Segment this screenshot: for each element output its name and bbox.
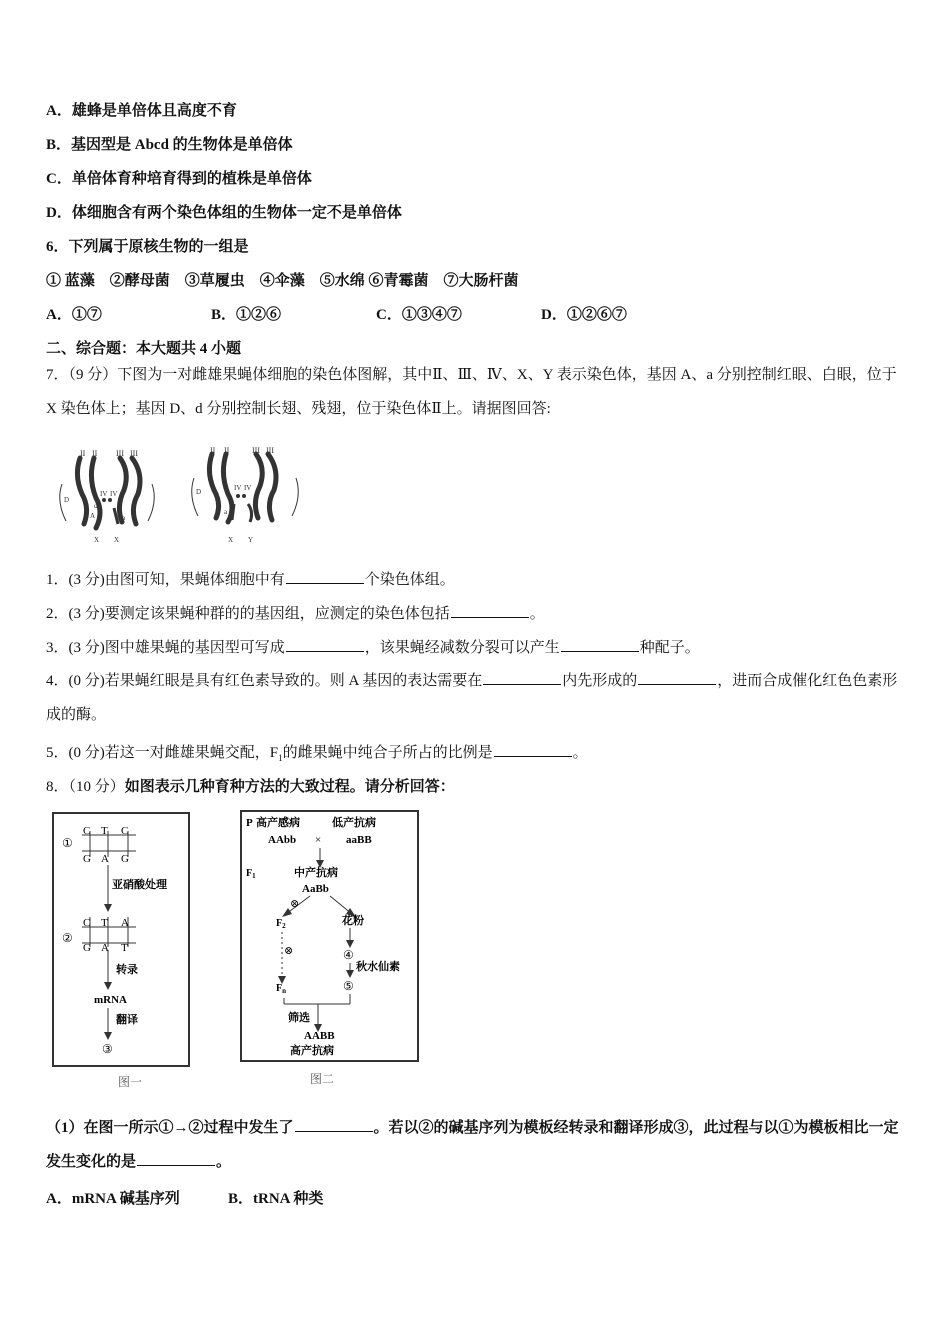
fly-label: D — [196, 488, 202, 496]
fly-label: X — [114, 536, 120, 544]
mark-circled-1: ① — [62, 836, 73, 850]
fly-label: III — [116, 449, 124, 458]
svg-text:A: A — [101, 853, 109, 865]
q5-option-d: D．体细胞含有两个染色体组的生物体一定不是单倍体 — [46, 205, 402, 221]
step-translation: 翻译 — [116, 1014, 138, 1026]
fly-label: D — [64, 496, 70, 504]
fly-label: IV — [244, 484, 252, 492]
selfing-symbol: ⊗ — [284, 945, 294, 957]
mark-circled-5: ⑤ — [343, 979, 354, 993]
result-genotype: AABB — [304, 1030, 335, 1042]
svg-text:T: T — [101, 917, 108, 929]
answer-blank[interactable] — [286, 569, 364, 584]
q7-sub4: 4．(0 分)若果蝇红眼是具有红色素导致的。则 A 基因的表达需要在 内先形成的 ，进而合成催化红色色素形成的酶。 — [46, 664, 908, 732]
selection-label: 筛选 — [288, 1012, 310, 1024]
mark-circled-2: ② — [62, 931, 73, 945]
svg-text:C: C — [121, 825, 129, 837]
q7-stem: 7．（9 分）下图为一对雌雄果蝇体细胞的染色体图解，其中Ⅱ、Ⅲ、Ⅳ、X、Y 表示染色体，基因 A、a 分别控制红眼、白眼，位于 X 染色体上；基因 D、d 分别控制长翅、残翅，位于染色体Ⅱ上。请据图回答: — [46, 367, 897, 417]
answer-blank[interactable] — [295, 1117, 373, 1132]
q5-option-b: B．基因型是 Abcd 的生物体是单倍体 — [46, 137, 293, 153]
svg-text:T: T — [101, 825, 108, 837]
q8-sub1: （1）在图一所示①→②过程中发生了 。若以②的碱基序列为模板经转录和翻译形成③，此过程与以①为模板相比一定发生变化的是 。 — [46, 1111, 908, 1179]
fly-label: III — [266, 446, 274, 455]
fruit-fly-chromosome-figure — [52, 446, 312, 546]
fly-label: a — [224, 508, 228, 516]
result-phenotype: 高产抗病 — [290, 1045, 334, 1057]
answer-blank[interactable] — [494, 742, 572, 757]
fly-label: A — [90, 512, 96, 520]
fly-label: IV — [234, 484, 242, 492]
colchicine-label: 秋水仙素 — [356, 961, 400, 973]
q7-sub3: 3．(3 分)图中雄果蝇的基因型可写成 ，该果蝇经减数分裂可以产生 种配子。 — [46, 637, 700, 658]
fly-label: Y — [248, 536, 254, 544]
svg-text:A: A — [101, 942, 109, 954]
svg-text:T: T — [121, 942, 128, 954]
fly-label: II — [80, 449, 86, 458]
parent-2-genotype: aaBB — [346, 834, 372, 846]
answer-blank[interactable] — [561, 637, 639, 652]
figure-two — [238, 808, 423, 1093]
male-karyotype — [192, 446, 299, 544]
q7-sub2: 2．(3 分)要测定该果蝇种群的的基因组，应测定的染色体包括 。 — [46, 603, 545, 624]
svg-text:C: C — [83, 825, 91, 837]
q6-option-a: A．①⑦ — [46, 307, 102, 323]
cross-symbol: × — [315, 834, 322, 846]
step-transcription: 转录 — [116, 964, 138, 976]
q8-option-b: B．tRNA 种类 — [228, 1191, 324, 1207]
svg-text:C: C — [83, 917, 91, 929]
fly-label: II — [210, 446, 216, 455]
answer-blank[interactable] — [451, 603, 529, 618]
f1-label: $F_1$ — [246, 868, 256, 880]
svg-text:G: G — [83, 942, 91, 954]
q5-option-c: C．单倍体育种培育得到的植株是单倍体 — [46, 171, 312, 187]
q8-stem: 8．（10 分）如图表示几种育种方法的大致过程。请分析回答： — [46, 779, 455, 795]
q6-option-b: B．①②⑥ — [211, 307, 282, 323]
f1-genotype: AaBb — [302, 883, 329, 895]
pollen-label: 花粉 — [342, 915, 364, 927]
fn-label: $F_n$ — [276, 983, 287, 995]
q7-sub5: 5．(0 分)若这一对雌雄果蝇交配，$F_1$的雌果蝇中纯合子所占的比例是 。 — [46, 742, 588, 768]
answer-blank[interactable] — [483, 670, 561, 685]
fly-label: d — [228, 494, 232, 502]
fly-label: II — [224, 446, 230, 455]
fly-label: X — [228, 536, 234, 544]
figure-one-caption: 图一 — [118, 1075, 143, 1089]
f1-phenotype: 中产抗病 — [294, 867, 338, 879]
step-nitrous-acid: 亚硝酸处理 — [112, 879, 167, 891]
parent-1-phenotype: 高产感病 — [256, 817, 300, 829]
q8-option-a: A．mRNA 碱基序列 — [46, 1191, 180, 1207]
fly-label: IV — [100, 490, 108, 498]
fly-label: a — [122, 514, 126, 522]
figure-two-caption: 图二 — [310, 1072, 335, 1086]
q7-sub1: 1．(3 分)由图可知，果蝇体细胞中有 个染色体组。 — [46, 569, 455, 590]
svg-text:G: G — [121, 853, 129, 865]
parent-2-phenotype: 低产抗病 — [332, 817, 376, 829]
fly-label: III — [252, 446, 260, 455]
answer-blank[interactable] — [286, 637, 364, 652]
parent-label: P — [246, 817, 253, 829]
mark-circled-4: ④ — [343, 948, 354, 962]
q6-option-d: D．①②⑥⑦ — [541, 307, 627, 323]
selfing-symbol: ⊗ — [290, 898, 300, 910]
svg-text:A: A — [121, 917, 129, 929]
answer-blank[interactable] — [137, 1151, 215, 1166]
fly-label: d — [94, 502, 98, 510]
f2-label: $F_2$ — [276, 918, 286, 930]
fly-label: II — [92, 449, 98, 458]
mrna-label: mRNA — [94, 994, 127, 1006]
q6-option-c: C．①③④⑦ — [376, 307, 462, 323]
fly-label: IV — [110, 490, 118, 498]
q6-stem: 6．下列属于原核生物的一组是 — [46, 239, 249, 255]
fly-label: X — [94, 536, 100, 544]
answer-blank[interactable] — [638, 670, 716, 685]
q5-option-a: A．雄蜂是单倍体且高度不育 — [46, 103, 237, 119]
fly-label: III — [130, 449, 138, 458]
mark-circled-3: ③ — [102, 1042, 113, 1056]
svg-text:G: G — [83, 853, 91, 865]
parent-1-genotype: AAbb — [268, 834, 297, 846]
female-karyotype — [60, 449, 155, 544]
figure-one — [50, 810, 200, 1095]
section-title: 二、综合题：本大题共 4 小题 — [46, 341, 242, 357]
q6-items: ① 蓝藻 ②酵母菌 ③草履虫 ④伞藻 ⑤水绵 ⑥青霉菌 ⑦大肠杆菌 — [46, 273, 519, 289]
